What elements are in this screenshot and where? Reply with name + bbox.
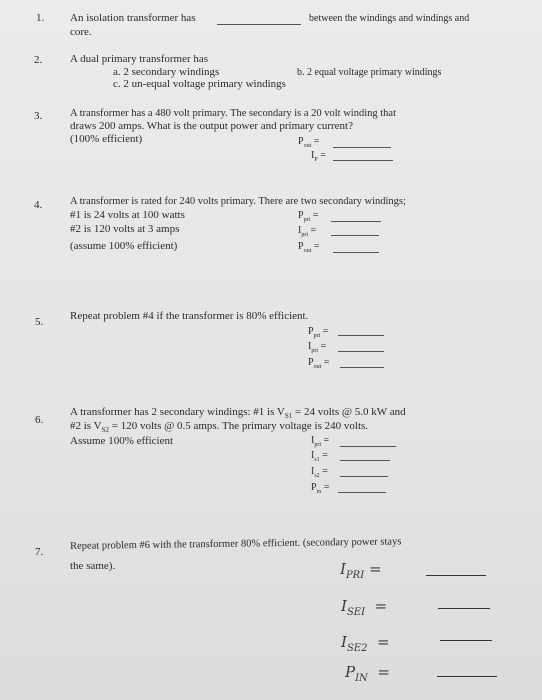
q4-text-line2: #1 is 24 volts at 100 watts: [70, 209, 185, 221]
q3-label-ip: $I_P$ =: [311, 150, 326, 163]
q7-blank-isei[interactable]: [438, 608, 490, 609]
q4-label-ppri: $P_{pri}$ =: [298, 210, 319, 223]
q5-blank-pout[interactable]: [340, 367, 384, 368]
q5-label-ppri: $P_{pri}$ =: [308, 326, 329, 339]
q2-option-c[interactable]: c. 2 un-equal voltage primary windings: [113, 78, 286, 90]
q3-blank-pout[interactable]: [333, 147, 391, 148]
q4-text-line1: A transformer is rated for 240 volts primary. There are two secondary windings;: [70, 196, 406, 207]
q1-text-b: between the windings and windings and: [309, 13, 470, 24]
q2-option-a[interactable]: a. 2 secondary windings: [113, 66, 220, 78]
q7-text-line2: the same).: [70, 560, 116, 572]
q6-label-is1: $I_{s1}$ =: [311, 450, 328, 463]
q4-text-line3: #2 is 120 volts at 3 amps: [70, 223, 180, 235]
q1-number: 1.: [36, 12, 45, 24]
q5-label-pout: $P_{out}$ =: [308, 357, 330, 370]
q7-blank-pin[interactable]: [437, 676, 497, 677]
q4-blank-pout[interactable]: [333, 252, 379, 253]
q4-blank-ipri[interactable]: [331, 235, 379, 236]
q7-text-line1: Repeat problem #6 with the transformer 80% efficient. (secondary power stays: [70, 536, 402, 552]
q6-blank-is1[interactable]: [340, 460, 390, 461]
q1-text-line2: core.: [70, 26, 92, 38]
q6-blank-pin[interactable]: [338, 492, 386, 493]
q2-option-b[interactable]: b. 2 equal voltage primary windings: [297, 67, 442, 78]
q7-handwritten-pin: $P_{IN}$ =: [345, 663, 390, 684]
q4-number: 4.: [34, 199, 43, 211]
q6-label-is2: $I_{s2}$ =: [311, 466, 328, 479]
q3-text-line2: draws 200 amps. What is the output power and primary current?: [70, 120, 353, 132]
q5-text-line1: Repeat problem #4 if the transformer is 80% efficient.: [70, 310, 309, 322]
q5-blank-ppri[interactable]: [338, 335, 384, 336]
q6-text-line2: #2 is $V_{S2} = 120$ volts @ 0.5 amps. The primary voltage is 240 volts.: [70, 420, 369, 435]
q7-blank-ise2[interactable]: [440, 640, 492, 641]
q1-blank[interactable]: [217, 24, 301, 25]
q7-blank-ipri[interactable]: [426, 575, 486, 576]
q5-blank-ipri[interactable]: [338, 351, 384, 352]
q3-blank-ip[interactable]: [333, 160, 393, 161]
q6-number: 6.: [35, 414, 44, 426]
q4-blank-ppri[interactable]: [331, 221, 381, 222]
q7-number: 7.: [35, 546, 44, 558]
q3-text-line1: A transformer has a 480 volt primary. The secondary is a 20 volt winding that: [70, 108, 397, 119]
q7-handwritten-ise2: $I_{SE2}$ =: [341, 633, 390, 654]
q6-label-pin: $P_{in}$ =: [311, 482, 330, 495]
q4-text-line4: (assume 100% efficient): [70, 240, 178, 252]
q6-label-ipri: $I_{pri}$ =: [311, 435, 330, 448]
q1-text-a: An isolation transformer has: [70, 12, 196, 24]
q4-label-ipri: $I_{pri}$ =: [298, 225, 317, 238]
q3-text-line3: (100% efficient): [70, 133, 143, 145]
q6-blank-is2[interactable]: [340, 476, 388, 477]
q2-number: 2.: [34, 54, 43, 66]
q3-number: 3.: [34, 110, 43, 122]
q6-blank-ipri[interactable]: [340, 446, 396, 447]
q7-handwritten-ipri: $I_{PRI}$ =: [340, 560, 382, 581]
q6-text-line1: A transformer has 2 secondary windings: #1 is $V_{S1} = 24$ volts @ 5.0 kW and: [70, 406, 406, 421]
q4-label-pout: $P_{out}$ =: [298, 241, 320, 254]
q6-text-line3: Assume 100% efficient: [70, 435, 174, 447]
q5-label-ipri: $I_{pri}$ =: [308, 341, 327, 354]
q2-text: A dual primary transformer has: [70, 53, 209, 65]
q7-handwritten-isei: $I_{SEI}$ =: [341, 597, 388, 618]
q3-label-pout: $P_{out}$ =: [298, 136, 320, 149]
q5-number: 5.: [35, 316, 44, 328]
